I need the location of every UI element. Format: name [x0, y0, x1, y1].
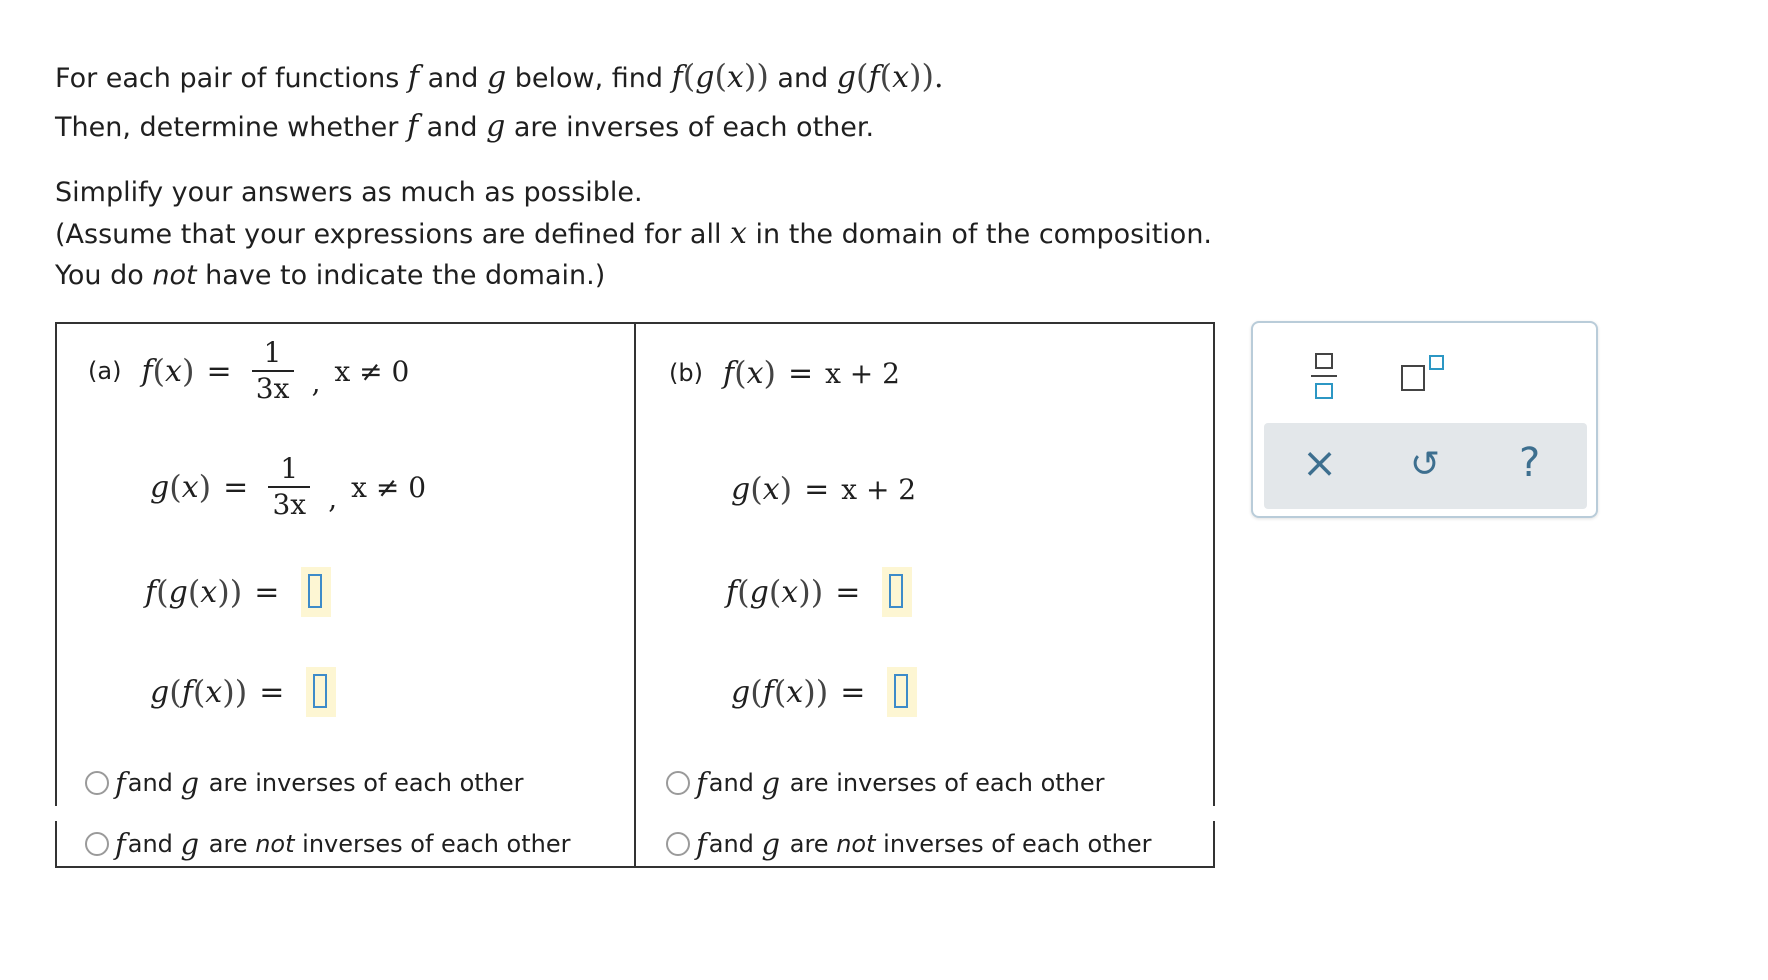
text: You do — [55, 260, 153, 291]
text: inverses of each other — [883, 830, 1152, 858]
f-of-g-answer-input[interactable] — [301, 567, 331, 617]
paren: ( — [773, 673, 787, 711]
math-x: x — [762, 471, 780, 507]
fraction-bar — [1311, 375, 1337, 377]
box-shape — [1429, 355, 1444, 370]
text: inverses of each other — [302, 830, 571, 858]
paren: ) — [810, 573, 824, 611]
math-g: g — [836, 60, 857, 95]
part-b-g-definition — [731, 470, 916, 508]
paren: ( — [152, 352, 166, 390]
instruction-line-1 — [55, 52, 1212, 103]
math-g: g — [486, 109, 506, 144]
paren: ) — [763, 354, 776, 392]
text: and — [419, 63, 487, 94]
assume-note — [55, 213, 1212, 255]
math-x: x — [200, 574, 218, 610]
paren: ) — [798, 573, 811, 611]
toolbar-action-row — [1264, 423, 1587, 509]
math-g: g — [731, 674, 751, 710]
math-f: f — [115, 827, 126, 861]
equals-sign: = — [223, 469, 249, 505]
paren: ( — [768, 573, 782, 611]
text: in the domain of the composition. — [746, 219, 1213, 250]
text: (Assume that your expressions are defined for all — [55, 219, 731, 250]
part-a-option-inverses[interactable] — [85, 766, 524, 800]
problem-grid — [55, 322, 1215, 868]
radio-button[interactable] — [666, 832, 690, 856]
fraction — [268, 452, 310, 522]
paren: ( — [737, 573, 750, 611]
g-of-f-answer-input[interactable] — [306, 667, 336, 717]
box-shape — [1315, 383, 1333, 399]
math-f: f — [145, 574, 157, 610]
paren: ) — [198, 468, 212, 506]
math-x: x — [781, 574, 799, 610]
math-x: x — [892, 60, 910, 95]
paren: ) — [921, 57, 934, 95]
math-g: g — [168, 574, 188, 610]
math-x: x — [746, 355, 764, 391]
paren: ) — [779, 470, 793, 508]
math-g: g — [695, 60, 715, 95]
text: and — [418, 112, 487, 143]
math-f: f — [406, 109, 419, 144]
radio-button[interactable] — [85, 832, 109, 856]
emphasis: not — [152, 260, 197, 291]
math-f: f — [181, 674, 193, 710]
text: are inverses of each other — [789, 769, 1105, 797]
comma: , — [328, 481, 338, 515]
math-f: f — [407, 60, 419, 95]
math-f: f — [141, 353, 153, 389]
math-g: g — [731, 471, 751, 507]
spacer — [55, 152, 1212, 172]
period: . — [933, 60, 944, 95]
math-f: f — [868, 60, 880, 95]
radio-button[interactable] — [85, 771, 109, 795]
radio-button[interactable] — [666, 771, 690, 795]
math-x: x — [205, 674, 223, 710]
math-g: g — [150, 469, 170, 505]
text: and — [127, 830, 173, 858]
condition: x ≠ 0 — [334, 354, 410, 388]
comma: , — [311, 365, 321, 399]
instructions — [55, 52, 1212, 296]
part-b-option-not-inverses[interactable] — [666, 827, 1151, 861]
equals-sign: = — [259, 674, 285, 710]
part-a-g-of-f-row — [150, 667, 336, 717]
paren: ( — [169, 468, 182, 506]
text: are — [208, 830, 248, 858]
paren: ) — [815, 673, 829, 711]
part-label: (a) — [88, 357, 122, 385]
part-a — [55, 322, 633, 868]
numerator: 1 — [263, 336, 282, 369]
paren: ( — [879, 57, 893, 95]
equals-sign: = — [840, 674, 866, 710]
math-x: x — [726, 60, 744, 95]
math-g: g — [761, 827, 781, 861]
help-icon[interactable]: ? — [1519, 440, 1541, 486]
text: and — [127, 769, 173, 797]
part-b — [636, 322, 1214, 868]
math-x: x — [181, 469, 199, 505]
fraction — [252, 336, 294, 406]
math-toolbar — [1251, 321, 1598, 518]
box-shape — [1401, 365, 1425, 391]
text: and — [768, 63, 837, 94]
denominator: 3x — [255, 372, 290, 405]
math-f: f — [696, 766, 707, 800]
math-x: x — [730, 216, 747, 251]
math-g: g — [761, 766, 781, 800]
denominator: 3x — [272, 488, 307, 521]
math-f: f — [671, 60, 683, 95]
expression: x + 2 — [841, 472, 917, 506]
paren: ) — [229, 573, 243, 611]
math-x: x — [165, 353, 182, 389]
paren: ) — [909, 57, 922, 95]
paren: ( — [192, 673, 206, 711]
math-f: f — [726, 574, 738, 610]
text: For each pair of functions — [55, 63, 408, 94]
paren: ( — [682, 57, 696, 95]
part-b-f-of-g-row — [726, 567, 912, 617]
math-g: g — [180, 766, 200, 800]
condition: x ≠ 0 — [351, 470, 427, 504]
emphasis: not — [255, 830, 295, 858]
paren: ( — [169, 673, 182, 711]
instruction-line-2 — [55, 103, 1212, 152]
numerator: 1 — [280, 452, 299, 485]
paren: ) — [234, 673, 248, 711]
paren: ) — [803, 673, 816, 711]
part-b-option-inverses[interactable] — [666, 766, 1105, 800]
g-of-f-answer-input[interactable] — [887, 667, 917, 717]
text: below, find — [506, 63, 672, 94]
paren: ) — [181, 352, 195, 390]
equals-sign: = — [206, 353, 232, 389]
math-f: f — [722, 355, 735, 391]
simplify-note: Simplify your answers as much as possible. — [55, 177, 643, 208]
math-f: f — [696, 827, 707, 861]
part-b-f-definition — [669, 354, 900, 392]
paren: ( — [156, 573, 169, 611]
expression: x + 2 — [825, 356, 900, 390]
equals-sign: = — [787, 355, 814, 391]
paren: ) — [217, 573, 230, 611]
paren: ( — [856, 57, 869, 95]
paren: ) — [743, 57, 757, 95]
math-g: g — [749, 574, 769, 610]
part-a-f-definition — [88, 336, 409, 406]
box-shape — [1315, 353, 1333, 369]
equals-sign: = — [804, 471, 830, 507]
part-b-g-of-f-row — [731, 667, 917, 717]
domain-note — [55, 255, 1212, 296]
paren: ( — [750, 470, 763, 508]
f-of-g-answer-input[interactable] — [882, 567, 912, 617]
math-x: x — [786, 674, 804, 710]
fraction-template-icon[interactable] — [1315, 353, 1333, 399]
part-a-f-of-g-row — [145, 567, 331, 617]
equals-sign: = — [835, 574, 861, 610]
math-g: g — [180, 827, 200, 861]
part-label: (b) — [669, 359, 703, 387]
math-g: g — [150, 674, 170, 710]
part-a-option-not-inverses[interactable] — [85, 827, 570, 861]
undo-icon[interactable]: ↺ — [1410, 444, 1441, 485]
text: are — [789, 830, 829, 858]
math-f: f — [115, 766, 126, 800]
paren: ( — [187, 573, 201, 611]
superscript-template-icon[interactable] — [1401, 355, 1447, 393]
paren: ( — [734, 354, 747, 392]
emphasis: not — [836, 830, 876, 858]
clear-icon[interactable]: × — [1302, 438, 1338, 487]
math-g: g — [486, 60, 507, 95]
paren: ) — [756, 57, 769, 95]
paren: ) — [222, 673, 235, 711]
text: Then, determine whether — [55, 112, 407, 143]
math-f: f — [762, 674, 774, 710]
text: and — [708, 830, 754, 858]
paren: ( — [750, 673, 763, 711]
text: are inverses of each other — [208, 769, 524, 797]
text: have to indicate the domain.) — [196, 260, 606, 291]
equals-sign: = — [254, 574, 280, 610]
text: are inverses of each other. — [505, 112, 875, 143]
paren: ( — [714, 57, 727, 95]
part-a-g-definition — [150, 452, 426, 522]
text: and — [708, 769, 754, 797]
